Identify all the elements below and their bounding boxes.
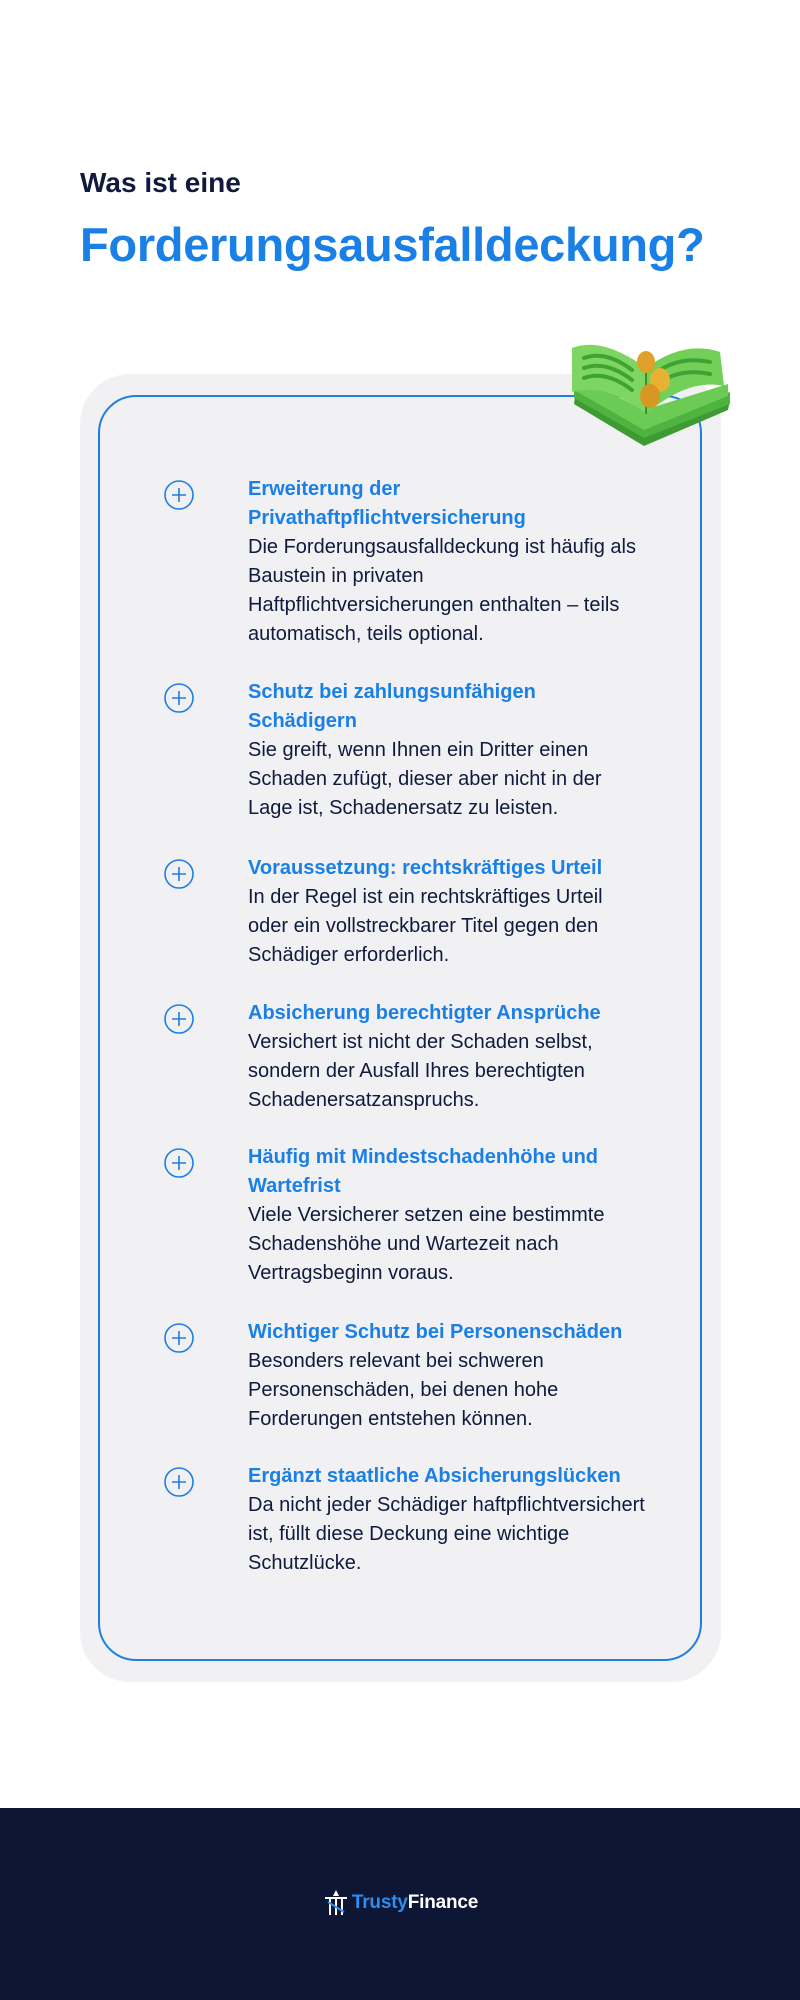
brand-logo[interactable] <box>0 1888 800 1918</box>
list-item-description: Sie greift, wenn Ihnen ein Dritter einen Schaden zufügt, dieser aber nicht in der Lage ist, Schadenersatz zu leisten. <box>248 739 602 819</box>
list-item-text <box>248 678 648 823</box>
money-book-icon <box>562 334 738 460</box>
page-header <box>80 164 740 276</box>
brand-name-part1: Trusty <box>351 1892 408 1913</box>
plus-circle-icon <box>160 1000 198 1038</box>
brand-name-part2: Finance <box>407 1892 479 1913</box>
plus-circle-icon <box>160 1319 198 1357</box>
trusty-finance-logo-icon <box>322 1888 350 1918</box>
list-item-description: Da nicht jeder Schädiger haftpflichtversichert ist, füllt diese Deckung eine wichtige Schutzlücke. <box>248 1494 645 1574</box>
list-item-description: Die Forderungsausfalldeckung ist häufig als Baustein in privaten Haftpflichtversicherungen enthalten – teils automatisch, teils optional. <box>248 536 636 645</box>
list-item-text <box>248 854 648 970</box>
list-item-heading: Absicherung berechtigter Ansprüche <box>248 1002 601 1024</box>
list-item-text <box>248 1143 648 1288</box>
page-subtitle: Was ist eine <box>80 167 241 198</box>
list-item-description: Besonders relevant bei schweren Personenschäden, bei denen hohe Forderungen entstehen können. <box>248 1350 559 1430</box>
plus-circle-icon <box>160 855 198 893</box>
list-item-description: In der Regel ist ein rechtskräftiges Urteil oder ein vollstreckbarer Titel gegen den Schädiger erforderlich. <box>248 886 603 966</box>
list-item-heading: Voraussetzung: rechtskräftiges Urteil <box>248 857 603 879</box>
list-item-heading: Häufig mit Mindestschadenhöhe und Wartefrist <box>248 1146 599 1197</box>
plus-circle-icon <box>160 476 198 514</box>
list-item-heading: Schutz bei zahlungsunfähigen Schädigern <box>248 681 536 732</box>
list-item-heading: Erweiterung der Privathaftpflichtversicherung <box>248 478 526 529</box>
list-item-description: Versichert ist nicht der Schaden selbst, sondern der Ausfall Ihres berechtigten Schadenersatzanspruchs. <box>248 1031 593 1111</box>
brand-name <box>352 1892 478 1914</box>
plus-circle-icon <box>160 1144 198 1182</box>
list-item-description: Viele Versicherer setzen eine bestimmte Schadenshöhe und Wartezeit nach Vertragsbeginn voraus. <box>248 1204 605 1284</box>
list-item-heading: Wichtiger Schutz bei Personenschäden <box>248 1321 623 1343</box>
list-item-heading: Ergänzt staatliche Absicherungslücken <box>248 1465 621 1487</box>
plus-circle-icon <box>160 1463 198 1501</box>
list-item-text <box>248 1318 648 1434</box>
plus-circle-icon <box>160 679 198 717</box>
list-item-text <box>248 1462 648 1578</box>
list-item-text <box>248 999 648 1115</box>
footer <box>0 1808 800 2000</box>
list-item-text <box>248 475 648 649</box>
page-title: Forderungsausfalldeckung? <box>80 218 705 271</box>
